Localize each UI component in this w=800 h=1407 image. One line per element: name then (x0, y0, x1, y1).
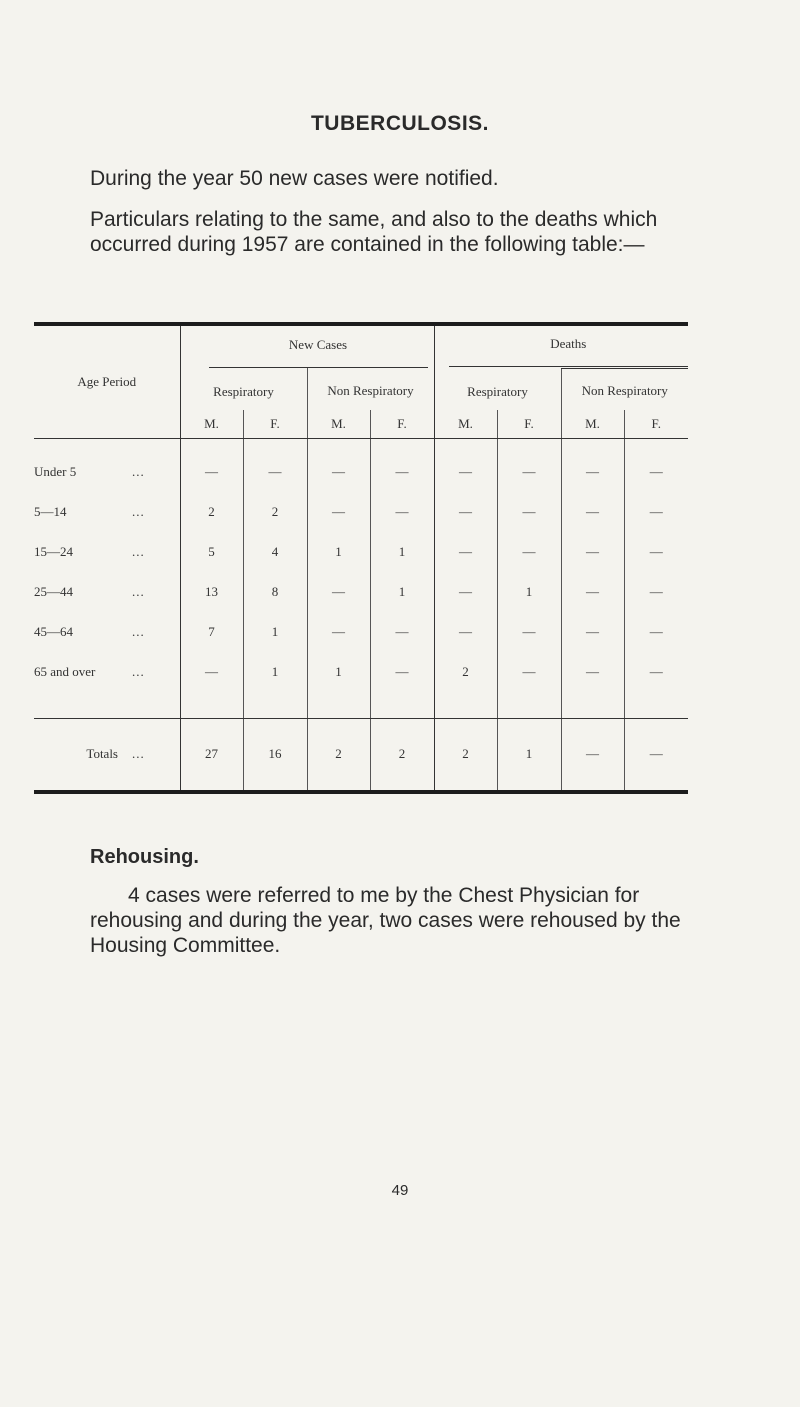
age-period-cell: 65 and over ... (34, 664, 145, 679)
value-cell: — (561, 492, 624, 532)
value-cell: — (561, 612, 624, 652)
value-cell: — (370, 652, 434, 692)
new-nonresp-female-header: F. (370, 410, 434, 438)
totals-cell: 2 (434, 718, 497, 792)
rehousing-heading: Rehousing. (90, 846, 199, 868)
age-period-cell: 25—44 ... (34, 584, 145, 599)
totals-cell: — (561, 718, 624, 792)
value-cell: — (307, 572, 370, 612)
value-cell: — (497, 532, 561, 572)
new-respiratory-header: Respiratory (180, 368, 307, 410)
value-cell: 1 (243, 612, 307, 652)
value-cell: 8 (243, 572, 307, 612)
value-cell: — (561, 532, 624, 572)
value-cell: — (434, 532, 497, 572)
value-cell: — (624, 612, 688, 652)
deaths-header: Deaths (434, 324, 688, 368)
rehousing-paragraph: 4 cases were referred to me by the Chest Physician for rehousing and during the year, two cases were rehoused by the Housing Committee. (90, 884, 681, 957)
deaths-nonresp-female-header: F. (624, 410, 688, 438)
new-resp-male-header: M. (180, 410, 243, 438)
value-cell: — (370, 438, 434, 492)
value-cell: 1 (243, 652, 307, 692)
value-cell: — (434, 612, 497, 652)
value-cell: — (370, 492, 434, 532)
tuberculosis-table (34, 322, 688, 794)
value-cell: — (624, 438, 688, 492)
totals-cell: 2 (370, 718, 434, 792)
totals-label: Totals ... (86, 746, 145, 762)
totals-cell: — (624, 718, 688, 792)
table-row (34, 532, 688, 572)
value-cell: — (624, 652, 688, 692)
new-non-respiratory-header: Non Respiratory (307, 368, 434, 410)
new-resp-female-header: F. (243, 410, 307, 438)
age-period-cell: Under 5 ... (34, 464, 145, 480)
value-cell: 1 (370, 532, 434, 572)
value-cell: 2 (434, 652, 497, 692)
value-cell: — (561, 572, 624, 612)
deaths-respiratory-header: Respiratory (434, 368, 561, 410)
intro-paragraph: During the year 50 new cases were notified. (90, 167, 499, 190)
particulars-paragraph: Particulars relating to the same, and also to the deaths which occurred during 1957 are contained in the following table:— (90, 208, 658, 256)
value-cell: — (180, 652, 243, 692)
value-cell: — (624, 532, 688, 572)
table-row (34, 652, 688, 692)
value-cell: — (307, 492, 370, 532)
new-nonresp-male-header: M. (307, 410, 370, 438)
deaths-non-respiratory-header: Non Respiratory (561, 368, 688, 410)
totals-cell: 16 (243, 718, 307, 792)
totals-cell: 1 (497, 718, 561, 792)
value-cell: 5 (180, 532, 243, 572)
table-row (34, 572, 688, 612)
table-row (34, 612, 688, 652)
value-cell: — (497, 612, 561, 652)
deaths-resp-male-header: M. (434, 410, 497, 438)
page-number: 49 (391, 1182, 409, 1199)
deaths-nonresp-male-header: M. (561, 410, 624, 438)
new-cases-header: New Cases (180, 324, 434, 368)
age-period-header: Age Period (34, 324, 180, 438)
value-cell: 7 (180, 612, 243, 652)
page-title: TUBERCULOSIS. (310, 112, 489, 135)
value-cell: 1 (307, 532, 370, 572)
value-cell: 2 (243, 492, 307, 532)
value-cell: 2 (180, 492, 243, 532)
value-cell: — (497, 438, 561, 492)
table-row (34, 438, 688, 492)
totals-cell: 27 (180, 718, 243, 792)
age-period-cell: 45—64 ... (34, 624, 145, 639)
value-cell: — (370, 612, 434, 652)
age-period-cell: 5—14 ... (34, 504, 145, 519)
value-cell: — (624, 492, 688, 532)
totals-cell: 2 (307, 718, 370, 792)
value-cell: — (307, 438, 370, 492)
value-cell: — (624, 572, 688, 612)
value-cell: — (434, 572, 497, 612)
value-cell: — (307, 612, 370, 652)
value-cell: — (561, 652, 624, 692)
totals-row (34, 718, 688, 792)
value-cell: — (434, 438, 497, 492)
age-period-cell: 15—24 ... (34, 544, 145, 559)
table-spacer-row (34, 692, 688, 718)
value-cell: 4 (243, 532, 307, 572)
value-cell: — (561, 438, 624, 492)
value-cell: 13 (180, 572, 243, 612)
value-cell: — (243, 438, 307, 492)
value-cell: 1 (497, 572, 561, 612)
value-cell: 1 (370, 572, 434, 612)
value-cell: — (434, 492, 497, 532)
deaths-resp-female-header: F. (497, 410, 561, 438)
value-cell: — (180, 438, 243, 492)
value-cell: — (497, 652, 561, 692)
value-cell: 1 (307, 652, 370, 692)
table-row (34, 492, 688, 532)
value-cell: — (497, 492, 561, 532)
